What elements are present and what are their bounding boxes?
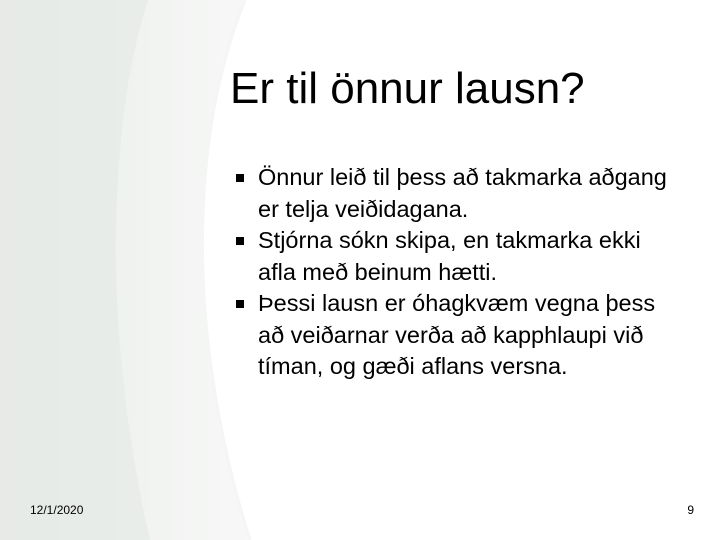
square-bullet-icon [236,174,244,182]
bullet-item [236,288,676,383]
bullet-list [236,162,676,383]
slide-title: Er til önnur lausn? [230,64,585,113]
background-curve-decoration [0,0,260,540]
bullet-item [236,162,676,225]
page-number: 9 [687,503,694,517]
bullet-item [236,225,676,288]
bullet-text: Stjórna sókn skipa, en takmarka ekki afla með beinum hætti. [258,227,641,285]
square-bullet-icon [236,237,244,245]
bullet-text: Önnur leið til þess að takmarka aðgang er telja veiðidagana. [258,164,667,222]
bullet-text: Þessi lausn er óhagkvæm vegna þess að veiðarnar verða að kapphlaupi við tíman, og gæði aflans versna. [258,290,656,379]
square-bullet-icon [236,300,244,308]
footer-date: 12/1/2020 [30,503,84,517]
